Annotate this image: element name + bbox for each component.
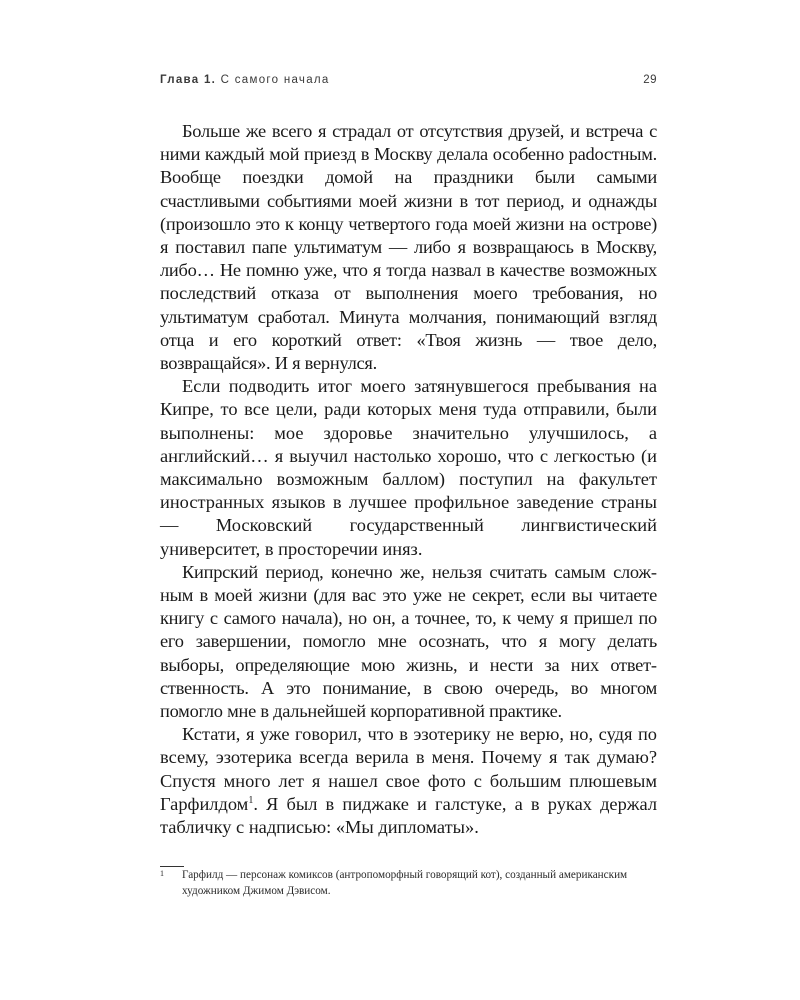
- paragraph-4-text-start: Кстати, я уже говорил, что в эзотерику не верю, но, судя по всему, эзотерика всегда верила в меня. Почему я так думаю? Спустя много лет я нашел свое фото с большим плюшевым Гарфилдом: [160, 724, 657, 814]
- chapter-label: Глава 1.: [160, 74, 217, 86]
- body-text: [160, 120, 657, 839]
- paragraph-4-text-end: . Я был в пиджаке и галстуке, а в руках держал табличку с надписью: «Мы дипломаты».: [160, 793, 657, 838]
- chapter-title: С самого начала: [220, 74, 330, 86]
- running-head: [160, 74, 657, 92]
- footnote-text: Гарфилд — персонаж комиксов (антропоморфный говорящий кот), созданный американским художником Джимом Дэвисом.: [182, 869, 628, 897]
- page-number: 29: [643, 74, 657, 86]
- footnote: [160, 867, 657, 899]
- footnote-reference: 1: [248, 794, 254, 806]
- paragraph-2: Если подводить итог моего затянувшегося пребывания на Кипре, то все цели, ради которых меня туда отправили, были выполнены: мое здоровье значительно улучшилось, а английский… я выучил настолько хорошо, что с легкостью (и максимально возможным баллом) поступил на факультет иностранных языков в лучшее профильное заведение страны — Московский государственный лингвистический университет, в просторечии иняз.: [160, 376, 657, 559]
- paragraph-1: Больше же всего я страдал от отсутствия друзей, и встреча с ними каждый мой приезд в Москву делала особенно раdостным. Вообще поездки домой на праздники были самыми счастливыми событиями моей жизни в тот период, и однажды (произошло это к концу четвертого года моей жизни на острове) я поставил папе ультиматум — либо я возвращаюсь в Москву, либо… Не помню уже, что я тогда назвал в качестве возможных последствий отказа от выполнения моего требования, но ультиматум сработал. Минута молчания, понимающий взгляд отца и его короткий ответ: «Твоя жизнь — твое дело, возвращайся». И я вернулся.: [160, 121, 657, 374]
- footnote-marker: 1: [160, 869, 164, 878]
- paragraph-3: Кипрский период, конечно же, нельзя считать самым сложным в моей жизни (для вас это уже не секрет, если вы читаете книгу с самого начала), но он, а точнее, то, к чему я пришел по его завершении, помогло мне осознать, что я могу делать выборы, определяющие мою жизнь, и нести за них ответственность. А это понимание, в свою очередь, во многом помогло мне в дальнейшей корпоративной практике.: [160, 561, 657, 722]
- paragraph-4: [160, 723, 657, 839]
